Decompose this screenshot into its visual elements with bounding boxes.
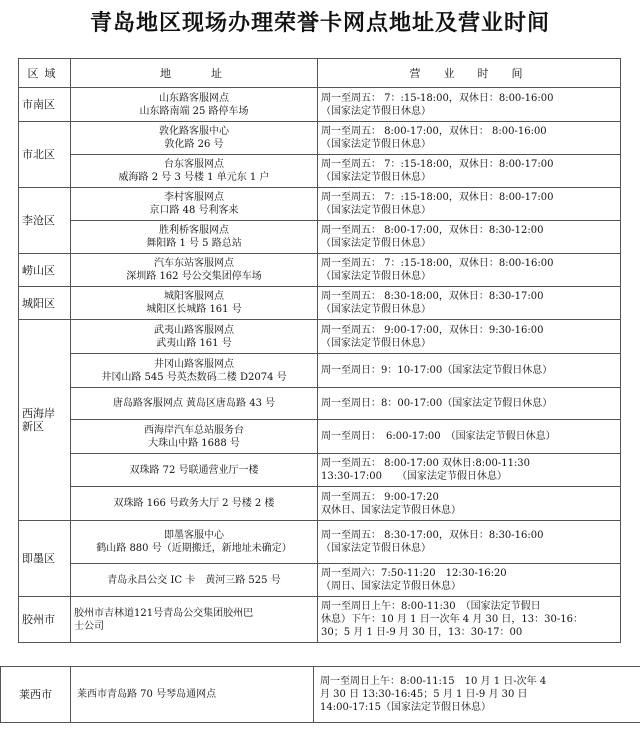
table-row <box>19 454 621 487</box>
address-line: 武夷山路客服网点 <box>154 324 234 336</box>
address-cell <box>71 354 318 388</box>
table-row <box>19 564 621 597</box>
hours-line: 周一至周日： 6:00-17:00 （国家法定节假日休息） <box>321 431 556 442</box>
table-row <box>19 287 621 320</box>
address-cell <box>71 597 318 643</box>
table-header-row <box>19 59 621 88</box>
hours-cell <box>318 88 621 122</box>
hours-cell <box>318 420 621 454</box>
district-cell: 莱西市 <box>1 667 71 723</box>
address-line: 青岛永昌公交 IC 卡 黄河三路 525 号 <box>107 574 281 586</box>
district-cell: 李沧区 <box>19 188 71 254</box>
hours-cell <box>318 221 621 254</box>
table-row <box>19 155 621 188</box>
header-address: 地 址 <box>71 59 318 88</box>
table-row <box>19 420 621 454</box>
address-line: 即墨客服中心 <box>164 530 224 541</box>
address-line: 深圳路 162 号公交集团停车场 <box>126 271 262 282</box>
hours-cell <box>318 155 621 188</box>
address-line: 威海路 2 号 3 号楼 1 单元东 1 户 <box>118 172 270 183</box>
address-line: 鹤山路 880 号（近期搬迁，新地址未确定） <box>96 543 292 554</box>
table-row <box>19 597 621 643</box>
hours-cell <box>314 667 640 723</box>
address-cell <box>71 188 318 221</box>
hours-cell <box>318 254 621 287</box>
district-cell: 即墨区 <box>19 521 71 597</box>
hours-cell <box>318 354 621 388</box>
address-cell <box>71 420 318 454</box>
hours-cell <box>318 388 621 420</box>
table-row <box>19 88 621 122</box>
hours-line: 周一至周五： 7：:15-18:00，双休日：8:00-17:00 <box>321 159 554 170</box>
hours-line: 周一至周日上午：8:00-11:15 10 月 1 日-次年 4 <box>320 676 547 687</box>
hours-line: 30；5 月 1 日-9 月 30 日，13：30-17：00 <box>321 627 523 638</box>
hours-line: （国家法定节假日休息） <box>321 139 431 150</box>
hours-line: 周一至周五： 8:00-17:00 双休日:8:00-11:30 <box>321 458 531 469</box>
hours-cell <box>318 320 621 354</box>
address-line: 敦化路客服中心 <box>159 126 229 137</box>
table-row <box>19 188 621 221</box>
hours-line: 周一至周五： 8:30-18:00，双休日：8:30-17:00 <box>321 291 544 302</box>
district-cell: 崂山区 <box>19 254 71 287</box>
header-district: 区域 <box>19 59 71 88</box>
hours-cell <box>318 122 621 155</box>
address-line: 舞阳路 1 号 5 路总站 <box>146 238 242 249</box>
hours-cell <box>318 597 621 643</box>
address-line: 京口路 48 号利客来 <box>149 205 239 216</box>
address-line: 士公司 <box>74 620 104 632</box>
address-cell <box>71 454 318 487</box>
address-line: 井冈山路 545 号英杰数码二楼 D2074 号 <box>101 371 287 383</box>
table-row <box>19 254 621 287</box>
table-row <box>19 320 621 354</box>
hours-line: （国家法定节假日休息） <box>321 105 431 117</box>
district-cell: 城阳区 <box>19 287 71 320</box>
address-line: 大珠山中路 1688 号 <box>148 437 240 449</box>
address-line: 胜利桥客服网点 <box>159 225 229 236</box>
hours-line: 周一至周五： 8:00-17:00，双休日：8:30-12:00 <box>321 225 544 236</box>
hours-line: 休息）下午：10 月 1 日一次年 4 月 30 日，13：30-16： <box>321 614 583 625</box>
hours-line: 周一至周日：9：10-17:00（国家法定节假日休息） <box>321 365 553 376</box>
address-cell <box>71 122 318 155</box>
address-line: 李村客服网点 <box>164 192 224 203</box>
address-line: 武夷山路 161 号 <box>156 337 232 349</box>
address-line: 汽车东站客服网点 <box>154 258 234 269</box>
table-row <box>19 122 621 155</box>
hours-line: （周日、国家法定节假日休息） <box>321 581 461 592</box>
hours-line: （国家法定节假日休息） <box>321 205 431 216</box>
hours-line: 周一至周六：7:50-11:20 12:30-16:20 <box>321 568 507 579</box>
hours-line: 周一至周日上午：8:00-11:30 （国家法定节假日 <box>321 601 541 612</box>
hours-cell <box>318 287 621 320</box>
table-row <box>1 667 640 723</box>
hours-line: 周一至周五： 7：:15-18:00，双休日：8:00-16:00 <box>321 258 554 269</box>
hours-line: 月 30 日 13:30-16:45；5 月 1 日-9 月 30 日 <box>320 689 528 700</box>
hours-line: 周一至周日：8：00-17:00（国家法定节假日休息） <box>321 398 553 409</box>
address-cell <box>71 487 318 521</box>
address-cell <box>71 287 318 320</box>
address-cell <box>71 521 318 564</box>
address-line: 西海岸汽车总站服务台 <box>144 424 244 436</box>
hours-line: （国家法定节假日休息） <box>321 172 431 183</box>
hours-cell <box>318 487 621 521</box>
address-line: 城阳客服网点 <box>164 291 224 302</box>
table-row <box>19 221 621 254</box>
hours-line: （国家法定节假日休息） <box>321 238 431 249</box>
hours-cell <box>318 188 621 221</box>
hours-cell <box>318 521 621 564</box>
hours-line: （国家法定节假日休息） <box>321 271 431 282</box>
hours-line: 双休日、国家法定节假日休息） <box>321 504 461 516</box>
hours-line: 周一至周五： 9:00-17:00，双休日：9:30-16:00 <box>321 324 544 336</box>
hours-line: 周一至周五： 7：:15-18:00，双休日：8:00-16:00 <box>321 92 554 104</box>
address-line: 双珠路 166 号政务大厅 2 号楼 2 楼 <box>113 498 275 509</box>
address-cell <box>71 221 318 254</box>
address-line: 山东路南端 25 路停车场 <box>139 105 249 117</box>
address-line: 唐岛路客服网点 黄岛区唐岛路 43 号 <box>112 398 276 409</box>
hours-line: （国家法定节假日休息） <box>321 543 431 554</box>
district-cell: 市北区 <box>19 122 71 188</box>
hours-line: 周一至周五： 8:00-17:00，双休日： 8:00-16:00 <box>321 126 547 137</box>
address-line: 城阳区长城路 161 号 <box>146 304 242 315</box>
table-row <box>19 521 621 564</box>
table-row <box>19 354 621 388</box>
hours-line: 周一至周五： 8:30-17:00，双休日：8:30-16:00 <box>321 530 544 541</box>
address-line: 胶州市吉林道121号青岛公交集团胶州巴 <box>74 607 254 619</box>
hours-line: 周一至周五： 9:00-17:20 <box>321 491 439 503</box>
table-row <box>19 487 621 521</box>
address-line: 山东路客服网点 <box>159 92 229 104</box>
hours-line: 13:30-17:00 （国家法定节假日休息） <box>321 471 508 482</box>
hours-line: （国家法定节假日休息） <box>321 304 431 315</box>
address-cell <box>71 88 318 122</box>
district-cell: 市南区 <box>19 88 71 122</box>
address-cell <box>71 155 318 188</box>
address-cell <box>71 564 318 597</box>
address-line: 台东客服网点 <box>164 159 224 170</box>
address-line: 双珠路 72 号联通营业厅一楼 <box>129 464 259 476</box>
address-cell: 莱西市青岛路 70 号琴岛通网点 <box>71 667 314 723</box>
address-cell <box>71 254 318 287</box>
page-title: 青岛地区现场办理荣誉卡网点地址及营业时间 <box>89 10 550 36</box>
hours-line: 周一至周五： 7：:15-18:00，双休日：8:00-17:00 <box>321 192 554 203</box>
district-cell: 西海岸新区 <box>19 320 71 521</box>
district-cell: 胶州市 <box>19 597 71 643</box>
header-hours: 营 业 时 间 <box>318 59 621 88</box>
hours-cell <box>318 454 621 487</box>
branch-table <box>18 58 621 643</box>
address-line: 井冈山路客服网点 <box>154 358 234 370</box>
hours-cell <box>318 564 621 597</box>
laixi-table <box>0 666 640 723</box>
table-row <box>19 388 621 420</box>
address-cell <box>71 388 318 420</box>
address-line: 敦化路 26 号 <box>164 139 224 150</box>
address-cell <box>71 320 318 354</box>
hours-line: 14:00-17:15（国家法定节假日休息） <box>320 702 492 713</box>
hours-line: （国家法定节假日休息） <box>321 337 431 349</box>
